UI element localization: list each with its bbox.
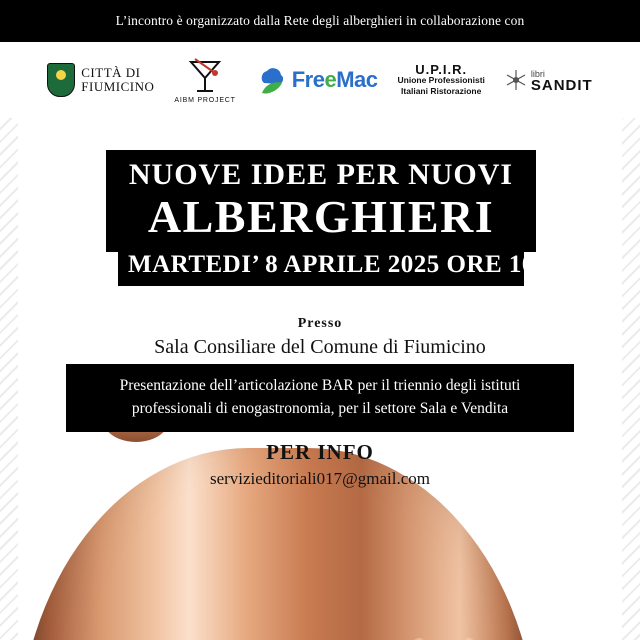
logo-freemac [256,65,378,95]
poster-venue-block [0,316,640,359]
logo-comune-fiumicino [47,63,154,97]
poster-title-line2: ALBERGHIERI [147,191,495,242]
logo-sandit-name: SANDIT [530,77,593,94]
logo-upir [397,61,485,97]
logo-libri-sandit [505,68,593,92]
logo-comune-line2: FIUMICINO [81,79,155,94]
logo-comune-line1: CITTÀ DI [81,65,141,80]
top-banner [0,0,640,42]
poster-date-bar [118,246,535,286]
poster-date-text: MARTEDI’ 8 APRILE 2025 ORE 10 [128,251,535,278]
info-email[interactable]: servizieditoriali017@gmail.com [209,469,431,488]
logo-comune-text [81,66,154,94]
star-icon [505,68,527,92]
logo-upir-title: U.P.I.R. [415,61,468,77]
logo-upir-subtitle-2: Italiani Ristorazione [401,85,482,96]
cloud-leaf-icon [256,65,288,95]
freemac-part2: e [324,67,337,92]
crest-icon [47,63,75,97]
logo-upir-subtitle-1: Unione Professionisti [397,74,485,85]
poster-title-block [106,150,536,252]
presso-label: Presso [297,316,343,331]
top-banner-text: L’incontro è organizzato dalla Rete degli alberghieri in collaborazione con [115,13,525,28]
logo-sandit-libri: libri [530,69,545,79]
poster-artwork [0,118,640,640]
poster-title-line1: NUOVE IDEE PER NUOVI [128,158,514,191]
description-line-1: Presentazione dell’articolazione BAR per il triennio degli istituti [119,377,521,394]
logo-aibm-project [174,57,235,104]
cocktail-glass-icon [185,57,225,95]
description-line-2: professionali di enogastronomia, per il settore Sala e Vendita [131,400,509,417]
info-label: PER INFO [266,440,374,464]
freemac-part3: Mac [336,67,378,92]
poster-info-block [0,440,640,489]
logo-sandit-text [530,69,593,94]
logo-aibm-label: AIBM PROJECT [174,96,236,104]
freemac-part1: Fre [291,67,325,92]
poster-description-block [66,364,574,432]
sponsor-logo-strip [0,42,640,118]
logo-freemac-text [292,67,378,93]
venue-name: Sala Consiliare del Comune di Fiumicino [154,336,486,358]
